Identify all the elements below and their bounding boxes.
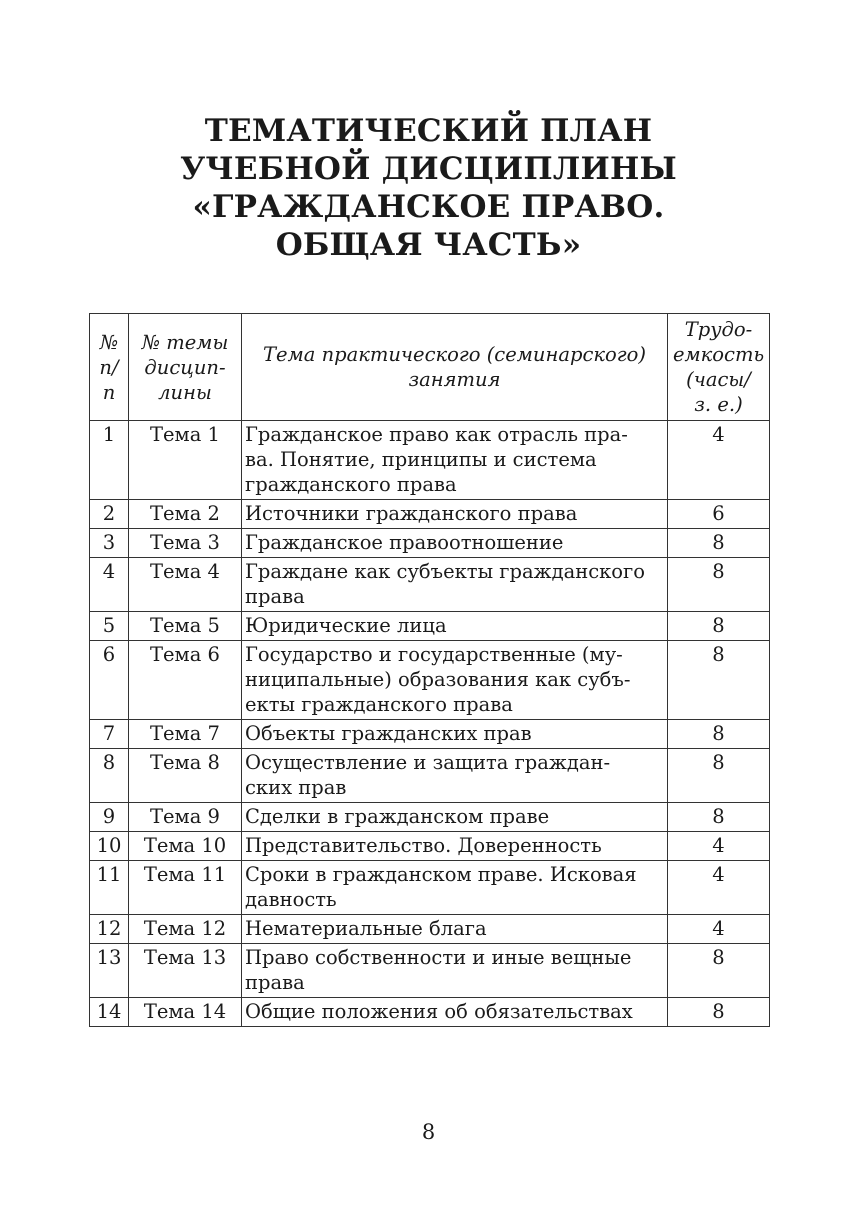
row-topic bbox=[242, 500, 668, 529]
header-topic: Тема практического (семинарского) занятия bbox=[242, 314, 668, 421]
row-hours: 8 bbox=[668, 998, 770, 1027]
row-number: 13 bbox=[90, 944, 129, 998]
row-topic bbox=[242, 861, 668, 915]
row-hours: 8 bbox=[668, 944, 770, 998]
table-body bbox=[90, 421, 770, 1027]
topic-line: Сделки в гражданском праве bbox=[245, 805, 550, 828]
title-line: ТЕМАТИЧЕСКИЙ ПЛАН bbox=[204, 113, 653, 149]
row-hours: 8 bbox=[668, 720, 770, 749]
row-number: 9 bbox=[90, 803, 129, 832]
row-topic bbox=[242, 803, 668, 832]
topic-line: Государство и государственные (му- bbox=[245, 643, 623, 666]
topic-line: екты гражданского права bbox=[245, 693, 513, 716]
topic-line: Граждане как субъекты гражданского bbox=[245, 560, 645, 583]
row-topic bbox=[242, 641, 668, 720]
row-number: 14 bbox=[90, 998, 129, 1027]
topic-line: права bbox=[245, 971, 305, 994]
row-topic bbox=[242, 720, 668, 749]
table-header-row bbox=[90, 314, 770, 421]
topic-line: гражданского права bbox=[245, 473, 457, 496]
table-row bbox=[90, 641, 770, 720]
row-number: 2 bbox=[90, 500, 129, 529]
table-row bbox=[90, 915, 770, 944]
row-topic bbox=[242, 998, 668, 1027]
table-row bbox=[90, 832, 770, 861]
topic-line: Юридические лица bbox=[245, 614, 447, 637]
row-hours: 8 bbox=[668, 803, 770, 832]
table-row bbox=[90, 500, 770, 529]
table-row bbox=[90, 612, 770, 641]
row-theme: Тема 11 bbox=[129, 861, 242, 915]
topic-line: ниципальные) образования как субъ- bbox=[245, 668, 631, 691]
row-topic bbox=[242, 915, 668, 944]
topic-line: Сроки в гражданском праве. Исковая bbox=[245, 863, 637, 886]
table-row bbox=[90, 529, 770, 558]
topic-line: давность bbox=[245, 888, 337, 911]
row-number: 12 bbox=[90, 915, 129, 944]
row-number: 1 bbox=[90, 421, 129, 500]
row-hours: 8 bbox=[668, 641, 770, 720]
header-num: № п/ п bbox=[90, 314, 129, 421]
table-row bbox=[90, 944, 770, 998]
topic-line: Представительство. Доверенность bbox=[245, 834, 602, 857]
row-number: 11 bbox=[90, 861, 129, 915]
table-row bbox=[90, 749, 770, 803]
row-hours: 8 bbox=[668, 749, 770, 803]
row-theme: Тема 9 bbox=[129, 803, 242, 832]
topic-line: Осуществление и защита граждан- bbox=[245, 751, 611, 774]
thematic-plan-table bbox=[89, 313, 770, 1027]
row-hours: 4 bbox=[668, 861, 770, 915]
row-number: 5 bbox=[90, 612, 129, 641]
row-theme: Тема 7 bbox=[129, 720, 242, 749]
row-theme: Тема 1 bbox=[129, 421, 242, 500]
row-topic bbox=[242, 749, 668, 803]
topic-line: Нематериальные блага bbox=[245, 917, 487, 940]
topic-line: Право собственности и иные вещные bbox=[245, 946, 632, 969]
page-title bbox=[0, 112, 857, 264]
row-topic bbox=[242, 558, 668, 612]
topic-line: Объекты гражданских прав bbox=[245, 722, 532, 745]
row-theme: Тема 6 bbox=[129, 641, 242, 720]
topic-line: ских прав bbox=[245, 776, 347, 799]
row-number: 6 bbox=[90, 641, 129, 720]
row-topic bbox=[242, 612, 668, 641]
row-hours: 4 bbox=[668, 421, 770, 500]
row-hours: 8 bbox=[668, 612, 770, 641]
topic-line: Общие положения об обязательствах bbox=[245, 1000, 633, 1023]
topic-line: Источники гражданского права bbox=[245, 502, 578, 525]
row-hours: 8 bbox=[668, 529, 770, 558]
table-row bbox=[90, 720, 770, 749]
table-row bbox=[90, 803, 770, 832]
table-row bbox=[90, 998, 770, 1027]
row-number: 10 bbox=[90, 832, 129, 861]
topic-line: Гражданское право как отрасль пра- bbox=[245, 423, 628, 446]
title-line: «ГРАЖДАНСКОЕ ПРАВО. bbox=[192, 189, 665, 225]
row-topic bbox=[242, 421, 668, 500]
table-row bbox=[90, 421, 770, 500]
row-theme: Тема 3 bbox=[129, 529, 242, 558]
page-number: 8 bbox=[421, 1120, 436, 1144]
row-theme: Тема 8 bbox=[129, 749, 242, 803]
row-topic bbox=[242, 832, 668, 861]
row-theme: Тема 2 bbox=[129, 500, 242, 529]
header-theme: № темы дисцип- лины bbox=[129, 314, 242, 421]
topic-line: ва. Понятие, принципы и система bbox=[245, 448, 597, 471]
row-hours: 8 bbox=[668, 558, 770, 612]
row-number: 3 bbox=[90, 529, 129, 558]
title-line: ОБЩАЯ ЧАСТЬ» bbox=[275, 227, 582, 263]
row-hours: 4 bbox=[668, 915, 770, 944]
header-hours: Трудо- емкость (часы/ з. е.) bbox=[668, 314, 770, 421]
title-line: УЧЕБНОЙ ДИСЦИПЛИНЫ bbox=[180, 151, 677, 187]
row-topic bbox=[242, 529, 668, 558]
row-theme: Тема 12 bbox=[129, 915, 242, 944]
row-hours: 4 bbox=[668, 832, 770, 861]
row-theme: Тема 4 bbox=[129, 558, 242, 612]
table-row bbox=[90, 558, 770, 612]
row-theme: Тема 5 bbox=[129, 612, 242, 641]
row-number: 7 bbox=[90, 720, 129, 749]
table-row bbox=[90, 861, 770, 915]
row-theme: Тема 14 bbox=[129, 998, 242, 1027]
row-theme: Тема 10 bbox=[129, 832, 242, 861]
row-hours: 6 bbox=[668, 500, 770, 529]
topic-line: Гражданское правоотношение bbox=[245, 531, 564, 554]
row-topic bbox=[242, 944, 668, 998]
topic-line: права bbox=[245, 585, 305, 608]
row-number: 4 bbox=[90, 558, 129, 612]
row-number: 8 bbox=[90, 749, 129, 803]
row-theme: Тема 13 bbox=[129, 944, 242, 998]
